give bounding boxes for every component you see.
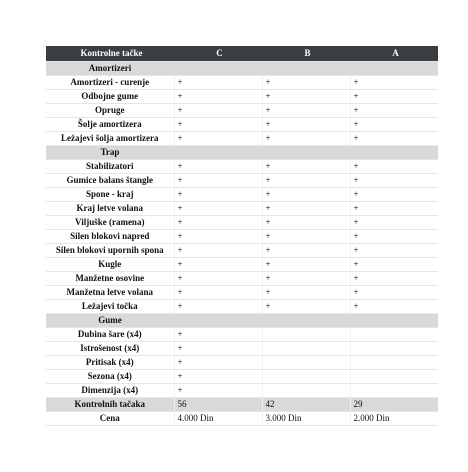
value-cell-c: + xyxy=(174,271,262,285)
value-cell-a: + xyxy=(350,75,438,89)
value-cell-a: + xyxy=(350,103,438,117)
table-row xyxy=(46,173,438,187)
value-cell-b: + xyxy=(262,103,350,117)
value-cell-b: + xyxy=(262,201,350,215)
row-label: Silen blokovi upornih spona xyxy=(46,243,174,257)
table-row xyxy=(46,159,438,173)
value-cell-b: + xyxy=(262,187,350,201)
value-cell-a xyxy=(350,327,438,341)
value-cell-b: + xyxy=(262,75,350,89)
value-cell-a: 2.000 Din xyxy=(350,411,438,425)
row-label: Kugle xyxy=(46,257,174,271)
section-row xyxy=(46,313,438,327)
row-label: Kraj letve volana xyxy=(46,201,174,215)
value-cell-a: + xyxy=(350,159,438,173)
table-row xyxy=(46,187,438,201)
value-cell-b: 42 xyxy=(262,397,350,411)
section-label: Trap xyxy=(46,145,174,159)
row-label: Šolje amortizera xyxy=(46,117,174,131)
column-header-a: A xyxy=(350,46,438,61)
package-table xyxy=(46,46,438,426)
table-row xyxy=(46,271,438,285)
table-row xyxy=(46,229,438,243)
row-label: Stabilizatori xyxy=(46,159,174,173)
value-cell-b: + xyxy=(262,173,350,187)
value-cell-c: + xyxy=(174,257,262,271)
table-row xyxy=(46,243,438,257)
value-cell-c: + xyxy=(174,341,262,355)
row-label: Gumice balans štangle xyxy=(46,173,174,187)
value-cell-b: + xyxy=(262,159,350,173)
value-cell-b xyxy=(262,327,350,341)
table-row xyxy=(46,341,438,355)
row-label: Opruge xyxy=(46,103,174,117)
row-label: Manžetne osovine xyxy=(46,271,174,285)
value-cell-c: + xyxy=(174,215,262,229)
value-cell-b xyxy=(262,355,350,369)
section-filler-cell xyxy=(350,145,438,159)
value-cell-c: + xyxy=(174,89,262,103)
section-filler-cell xyxy=(262,61,350,75)
table-row xyxy=(46,383,438,397)
value-cell-c: + xyxy=(174,131,262,145)
table-row xyxy=(46,327,438,341)
column-header-c: C xyxy=(174,46,262,61)
value-cell-a: + xyxy=(350,271,438,285)
table-body xyxy=(46,61,438,425)
row-label: Dubina šare (x4) xyxy=(46,327,174,341)
row-label: Kontrolnih tačaka xyxy=(46,397,174,411)
table-row xyxy=(46,215,438,229)
value-cell-a: + xyxy=(350,89,438,103)
value-cell-c: + xyxy=(174,285,262,299)
value-cell-b xyxy=(262,369,350,383)
table-row xyxy=(46,257,438,271)
value-cell-b xyxy=(262,383,350,397)
section-label: Amortizeri xyxy=(46,61,174,75)
value-cell-c: + xyxy=(174,355,262,369)
value-cell-c: + xyxy=(174,173,262,187)
table-row xyxy=(46,369,438,383)
value-cell-c: + xyxy=(174,187,262,201)
value-cell-c: 4.000 Din xyxy=(174,411,262,425)
table-row xyxy=(46,103,438,117)
value-cell-b: + xyxy=(262,271,350,285)
row-label: Sezona (x4) xyxy=(46,369,174,383)
section-row xyxy=(46,61,438,75)
value-cell-b: + xyxy=(262,285,350,299)
value-cell-c: + xyxy=(174,383,262,397)
row-label: Ležajevi šolja amortizera xyxy=(46,131,174,145)
value-cell-b: + xyxy=(262,257,350,271)
value-cell-a: + xyxy=(350,243,438,257)
value-cell-c: + xyxy=(174,243,262,257)
section-filler-cell xyxy=(350,61,438,75)
price-row xyxy=(46,411,438,425)
value-cell-c: + xyxy=(174,117,262,131)
value-cell-c: + xyxy=(174,369,262,383)
value-cell-a: + xyxy=(350,257,438,271)
table-row xyxy=(46,89,438,103)
section-filler-cell xyxy=(174,145,262,159)
row-label: Cena xyxy=(46,411,174,425)
value-cell-c: 56 xyxy=(174,397,262,411)
table-header-row xyxy=(46,46,438,61)
value-cell-b: 3.000 Din xyxy=(262,411,350,425)
value-cell-b: + xyxy=(262,229,350,243)
row-label: Silen blokovi napred xyxy=(46,229,174,243)
value-cell-c: + xyxy=(174,201,262,215)
value-cell-a xyxy=(350,369,438,383)
value-cell-a xyxy=(350,341,438,355)
row-label: Spone - kraj xyxy=(46,187,174,201)
table-row xyxy=(46,355,438,369)
row-label: Viljuške (ramena) xyxy=(46,215,174,229)
table-row xyxy=(46,299,438,313)
header-label: Kontrolne tačke xyxy=(46,46,174,61)
value-cell-a: + xyxy=(350,299,438,313)
value-cell-a: + xyxy=(350,229,438,243)
value-cell-a: + xyxy=(350,187,438,201)
section-filler-cell xyxy=(262,313,350,327)
value-cell-a: + xyxy=(350,215,438,229)
total-row xyxy=(46,397,438,411)
section-filler-cell xyxy=(174,313,262,327)
value-cell-c: + xyxy=(174,299,262,313)
table-row xyxy=(46,285,438,299)
section-label: Gume xyxy=(46,313,174,327)
value-cell-c: + xyxy=(174,75,262,89)
value-cell-b xyxy=(262,341,350,355)
value-cell-a xyxy=(350,383,438,397)
value-cell-b: + xyxy=(262,131,350,145)
row-label: Istrošenost (x4) xyxy=(46,341,174,355)
value-cell-a: + xyxy=(350,201,438,215)
row-label: Pritisak (x4) xyxy=(46,355,174,369)
section-filler-cell xyxy=(262,145,350,159)
row-label: Amortizeri - curenje xyxy=(46,75,174,89)
section-filler-cell xyxy=(350,313,438,327)
value-cell-a: 29 xyxy=(350,397,438,411)
row-label: Dimenzija (x4) xyxy=(46,383,174,397)
row-label: Ležajevi točka xyxy=(46,299,174,313)
table-row xyxy=(46,201,438,215)
value-cell-a: + xyxy=(350,173,438,187)
row-label: Manžetna letve volana xyxy=(46,285,174,299)
value-cell-a: + xyxy=(350,117,438,131)
value-cell-b: + xyxy=(262,243,350,257)
checkpoint-comparison-table xyxy=(46,46,438,426)
value-cell-c: + xyxy=(174,327,262,341)
value-cell-a xyxy=(350,355,438,369)
value-cell-b: + xyxy=(262,89,350,103)
table-row xyxy=(46,117,438,131)
value-cell-b: + xyxy=(262,215,350,229)
section-row xyxy=(46,145,438,159)
row-label: Odbojne gume xyxy=(46,89,174,103)
value-cell-a: + xyxy=(350,131,438,145)
value-cell-c: + xyxy=(174,229,262,243)
value-cell-b: + xyxy=(262,299,350,313)
value-cell-c: + xyxy=(174,159,262,173)
value-cell-b: + xyxy=(262,117,350,131)
table-row xyxy=(46,75,438,89)
value-cell-c: + xyxy=(174,103,262,117)
table-row xyxy=(46,131,438,145)
section-filler-cell xyxy=(174,61,262,75)
value-cell-a: + xyxy=(350,285,438,299)
column-header-b: B xyxy=(262,46,350,61)
